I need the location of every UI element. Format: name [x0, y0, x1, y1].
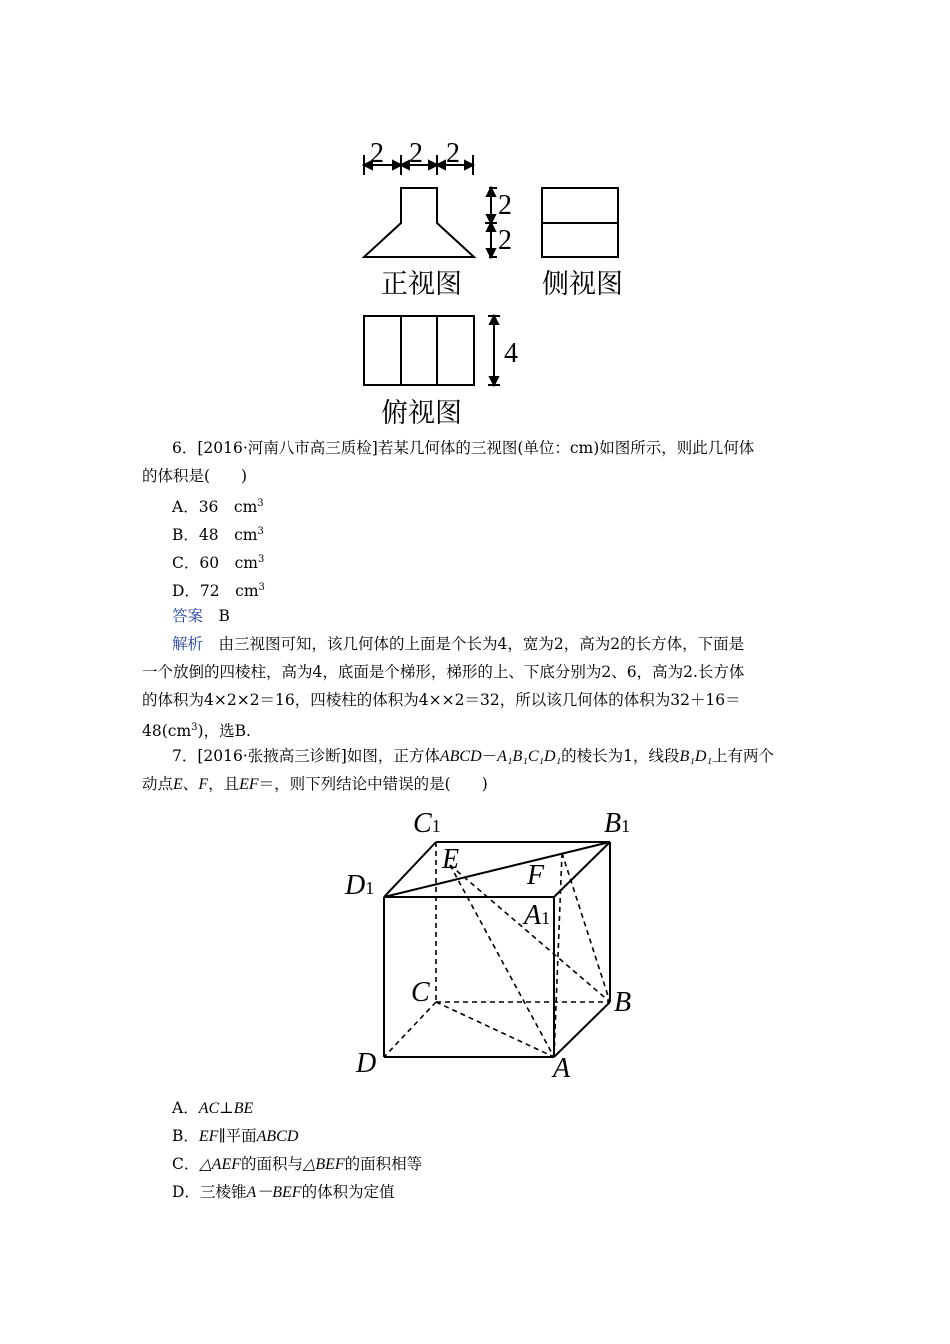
q6-stem-line1: 6．[2016·河南八市高三质检]若某几何体的三视图(单位：cm)如图所示，则此几何体 — [172, 439, 755, 457]
q6-analysis-line4: $48(cm^3)$，选B. — [142, 722, 251, 740]
q6-option-c: C．60 $cm^3$ — [172, 554, 265, 572]
q7-stem-line2: 动点E、F，且EF＝，则下列结论中错误的是( ) — [142, 775, 488, 793]
dim-label-2: 2 — [409, 138, 423, 169]
q6-stem-line2: 的体积是( ) — [142, 467, 248, 485]
q7-stem-line1: 7．[2016·张掖高三诊断]如图，正方体ABCD－A₁B₁C₁D₁的棱长为1，线段B₁D₁上有两个 — [172, 747, 775, 765]
side-view-label: 侧视图 — [542, 269, 623, 300]
point-b1-label: B1 — [604, 808, 631, 839]
point-a1-label: A1 — [524, 900, 551, 931]
q6-option-b: B．48 $cm^3$ — [172, 526, 264, 544]
top-view-shape — [364, 316, 474, 385]
front-view-label: 正视图 — [381, 269, 462, 300]
point-b-label: B — [614, 987, 632, 1018]
q6-option-a: A．36 $cm^3$ — [172, 498, 264, 516]
point-a-label: A — [553, 1053, 571, 1084]
answer-value: B — [218, 607, 230, 625]
q6-answer — [172, 606, 230, 626]
dim-label-right-1: 2 — [498, 190, 512, 221]
top-view-label: 俯视图 — [381, 398, 462, 429]
analysis-label: 解析 — [172, 635, 204, 653]
point-f-label: F — [527, 860, 545, 891]
edge-d1c1 — [384, 842, 436, 897]
front-view-shape — [364, 188, 474, 257]
q6-analysis-line2: 一个放倒的四棱柱，高为4，底面是个梯形，梯形的上、下底分别为2、6，高为2.长方体 — [142, 663, 745, 681]
edge-ab — [554, 1002, 610, 1057]
point-c-label: C — [411, 977, 430, 1008]
dim-label-3: 2 — [446, 138, 460, 169]
hidden-edge-cd — [384, 1002, 436, 1057]
q6-option-d: D．72 $cm^3$ — [172, 582, 265, 600]
point-c1-label: C1 — [413, 808, 441, 839]
cube-figure — [340, 810, 660, 1090]
segment-bf — [562, 853, 610, 1002]
q7-option-d: D．三棱锥A－BEF的体积为定值 — [172, 1183, 395, 1201]
answer-label: 答案 — [172, 607, 204, 625]
q6-analysis-line3: 的体积为4×2×2＝16，四棱柱的体积为4××2＝32，所以该几何体的体积为32＋16＝ — [142, 691, 741, 709]
edge-a1b1 — [554, 842, 610, 897]
dim-label-4: 4 — [504, 338, 518, 369]
dim-label-1: 2 — [370, 138, 384, 169]
dim-label-right-2: 2 — [498, 225, 512, 256]
hidden-edge-ca — [436, 1002, 554, 1057]
q7-option-c: C．△AEF的面积与△BEF的面积相等 — [172, 1155, 423, 1173]
diagonal-b1d1 — [384, 842, 610, 897]
q6-analysis-line1: 解析 由三视图可知，该几何体的上面是个长为4，宽为2，高为2的长方体，下面是 — [172, 635, 745, 653]
q7-option-a: A．AC⊥BE — [172, 1099, 254, 1117]
point-d1-label: D1 — [345, 870, 375, 901]
q7-option-b: B．EF∥平面ABCD — [172, 1127, 299, 1145]
point-d-label: D — [356, 1048, 377, 1079]
point-e-label: E — [442, 844, 460, 875]
segment-ae — [450, 865, 554, 1057]
